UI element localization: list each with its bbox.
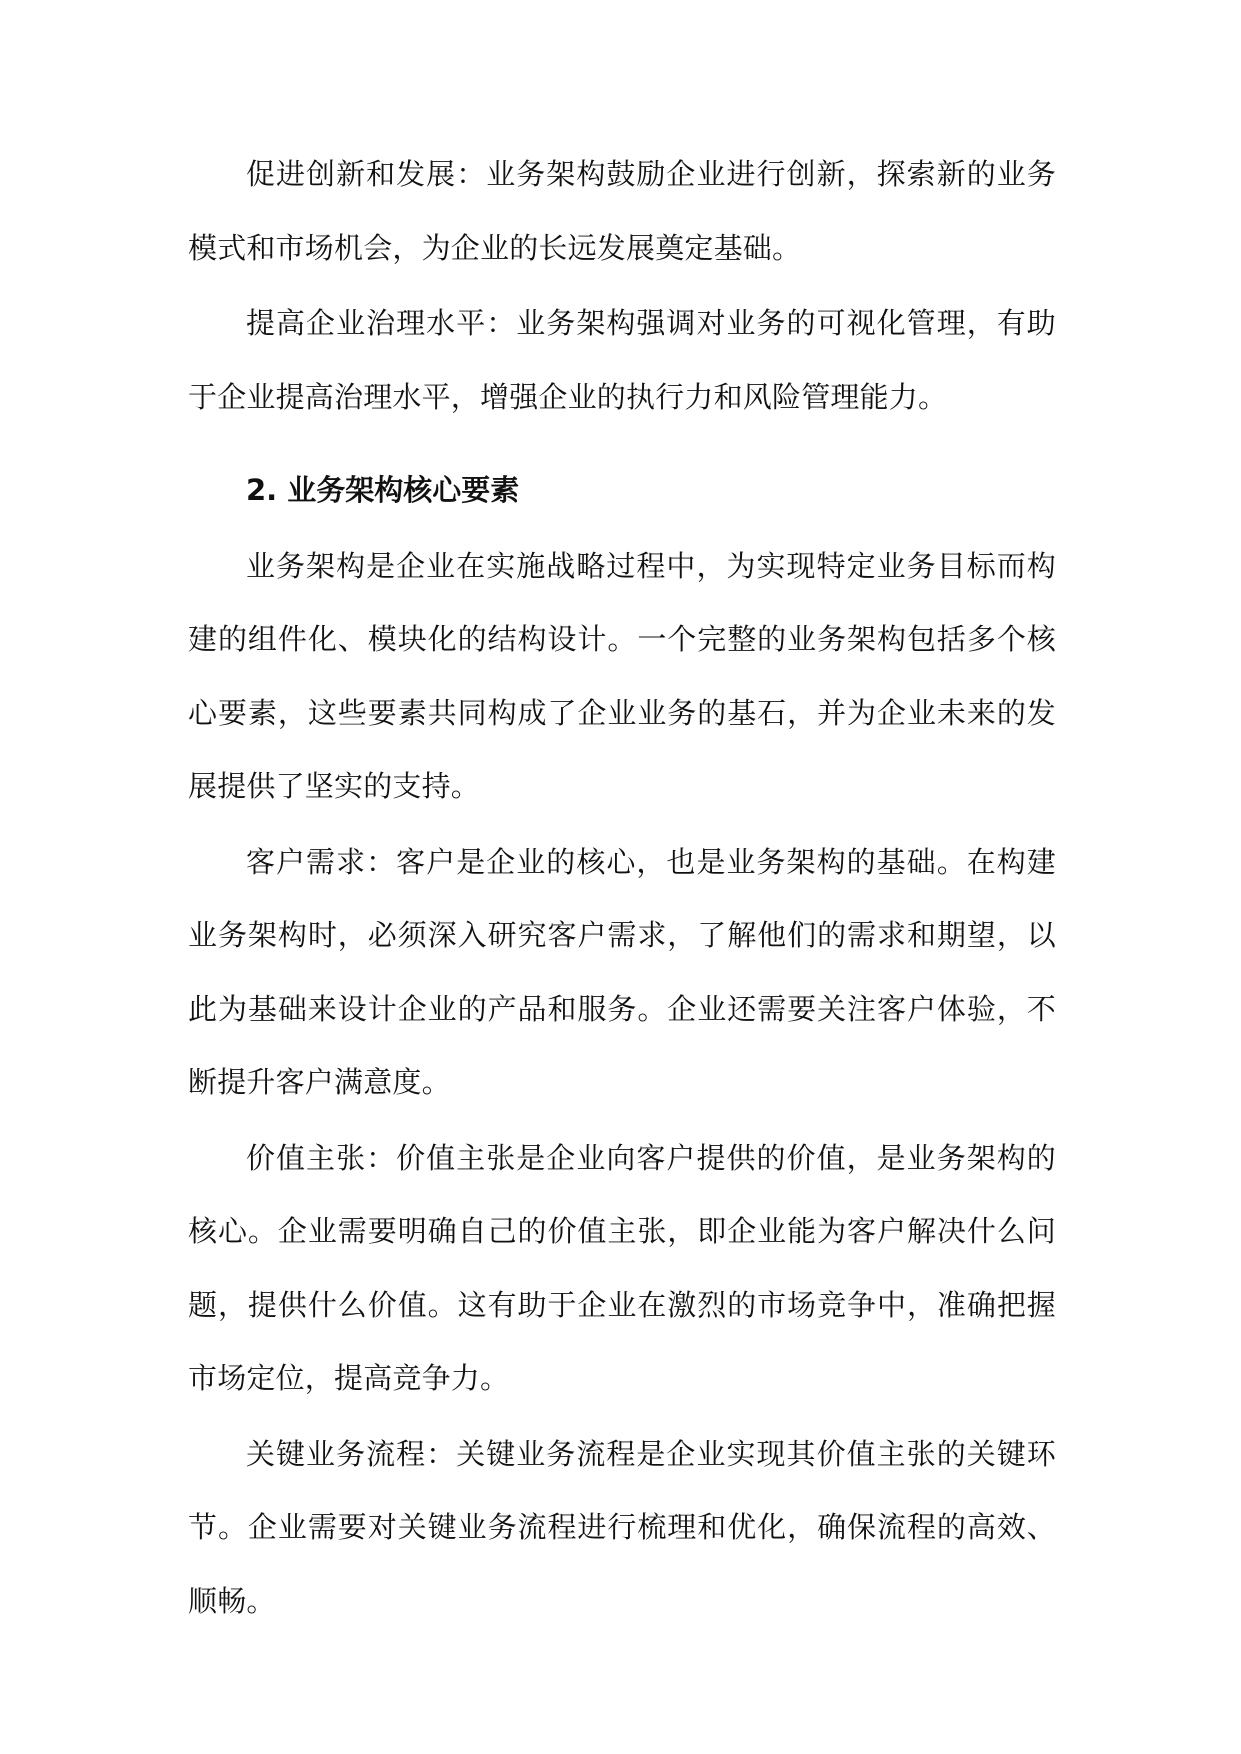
paragraph-business-architecture: 业务架构是企业在实施战略过程中，为实现特定业务目标而构建的组件化、模块化的结构设计。一个完整的业务架构包括多个核心要素，这些要素共同构成了企业业务的基石，并为企业未来的发展提供了坚实的支持。 [188, 548, 1056, 803]
section-heading: 2. 业务架构核心要素 [246, 473, 520, 507]
document-body [188, 138, 1056, 1640]
paragraph-innovation: 促进创新和发展：业务架构鼓励企业进行创新，探索新的业务模式和市场机会，为企业的长远发展奠定基础。 [188, 157, 1056, 265]
paragraph-customer-needs: 客户需求：客户是企业的核心，也是业务架构的基础。在构建业务架构时，必须深入研究客户需求，了解他们的需求和期望，以此为基础来设计企业的产品和服务。企业还需要关注客户体验，不断提升客户满意度。 [188, 844, 1056, 1099]
paragraph-governance: 提高企业治理水平：业务架构强调对业务的可视化管理，有助于企业提高治理水平，增强企业的执行力和风险管理能力。 [188, 306, 1056, 414]
paragraph-value-proposition: 价值主张：价值主张是企业向客户提供的价值，是业务架构的核心。企业需要明确自己的价值主张，即企业能为客户解决什么问题，提供什么价值。这有助于企业在激烈的市场竞争中，准确把握市场定位，提高竞争力。 [188, 1140, 1056, 1395]
paragraph-key-business-processes: 关键业务流程：关键业务流程是企业实现其价值主张的关键环节。企业需要对关键业务流程进行梳理和优化，确保流程的高效、顺畅。 [188, 1436, 1056, 1618]
